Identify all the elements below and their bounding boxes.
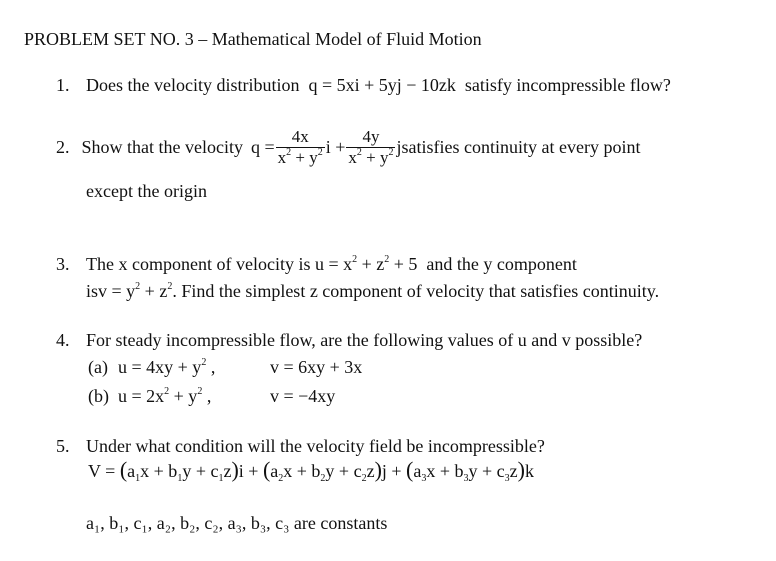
velocity-field-equation: $V = (a_1x + b_1y + c_1z)i + (a_2x + b_2y + c_2z)j + (a_3x + b_3y + c_3z)k$ (88, 457, 534, 484)
page-title: PROBLEM SET NO. 3 – Mathematical Model of Fluid Motion (24, 29, 482, 49)
problem-4a-v: v = 6xy + 3x (270, 357, 363, 377)
problem-4b-v: v = −4xy (270, 386, 336, 406)
problem-text: Does the velocity distribution (86, 75, 300, 95)
constants-note: a₁, b₁, c₁, a₂, b₂, c₂, a₃, b₃, c₃ are constants (86, 513, 388, 533)
problem-2: 2. Show that the velocity q = $\frac{4x}{x^2 + y^2}$ i + $\frac{4y}{x^2 + y^2}$ j satisfies continuity at every point (56, 126, 641, 167)
fraction-x: $\frac{4x}{x^2 + y^2}$ (277, 126, 323, 167)
problem-number: 4. (56, 330, 70, 350)
problem-text-mid: and the y component (426, 254, 577, 274)
problem-4b-u: $u = 2x^2 + y^2$ , (118, 386, 212, 406)
problem-text: Show that the velocity (81, 137, 243, 157)
problem-text-end: satisfies continuity at every point (401, 137, 641, 157)
fraction-y: $\frac{4y}{x^2 + y^2}$ (348, 126, 394, 167)
problem-text: The x component of velocity is (86, 254, 311, 274)
problem-4a-label: (a) (88, 357, 108, 377)
problem-text: For steady incompressible flow, are the following values of u and v possible? (86, 330, 643, 350)
problem-text-end: satisfy incompressible flow? (464, 75, 671, 95)
problem-2-line2: except the origin (86, 181, 207, 201)
problem-1 (56, 74, 671, 96)
u-equation: $u = x^2 + z^2 + 5$ (314, 254, 422, 274)
velocity-equation: q = (250, 137, 275, 157)
problem-number: 3. (56, 254, 70, 274)
problem-number: 5. (56, 436, 70, 456)
problem-4a-u: $u = 4xy + y^2$ , (118, 357, 216, 377)
problem-4b-label: (b) (88, 386, 109, 406)
problem-number: 2. (56, 137, 70, 157)
problem-4 (56, 329, 642, 351)
problem-3 (56, 253, 577, 275)
problem-number: 1. (56, 75, 70, 95)
problem-text: Under what condition will the velocity field be incompressible? (86, 436, 545, 456)
problem-3-line2: isv = $y^2 + z^2$. Find the simplest z component of velocity that satisfies continuity. (86, 281, 660, 301)
velocity-equation: q = 5xi + 5yj − 10zk (303, 75, 461, 95)
problem-5 (56, 435, 545, 457)
v-equation: $v = y^2 + z^2$ (98, 281, 173, 301)
